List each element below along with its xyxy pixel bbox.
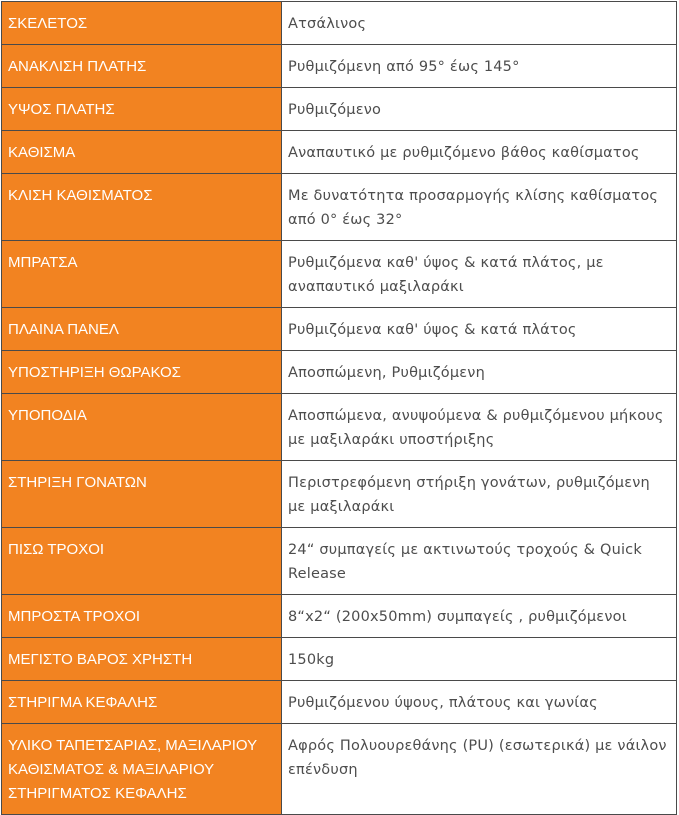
spec-value: 8“x2“ (200x50mm) συμπαγείς , ρυθμιζόμενοι	[282, 595, 677, 638]
spec-label: ΑΝΑΚΛΙΣΗ ΠΛΑΤΗΣ	[2, 45, 282, 88]
spec-label: ΠΛΑΙΝΑ ΠΑΝΕΛ	[2, 308, 282, 351]
table-row	[2, 88, 677, 131]
spec-label: ΜΕΓΙΣΤΟ ΒΑΡΟΣ ΧΡΗΣΤΗ	[2, 638, 282, 681]
table-row	[2, 681, 677, 724]
spec-label: ΜΠΡΑΤΣΑ	[2, 241, 282, 308]
spec-label: ΣΚΕΛΕΤΟΣ	[2, 2, 282, 45]
table-row	[2, 724, 677, 815]
spec-label: ΣΤΗΡΙΞΗ ΓΟΝΑΤΩΝ	[2, 461, 282, 528]
table-row	[2, 45, 677, 88]
spec-value: Ατσάλινος	[282, 2, 677, 45]
spec-label: ΚΑΘΙΣΜΑ	[2, 131, 282, 174]
spec-label: ΥΠΟΣΤΗΡΙΞΗ ΘΩΡΑΚΟΣ	[2, 351, 282, 394]
spec-table	[1, 1, 677, 815]
spec-value: Αποσπώμενη, Ρυθμιζόμενη	[282, 351, 677, 394]
spec-label: ΣΤΗΡΙΓΜΑ ΚΕΦΑΛΗΣ	[2, 681, 282, 724]
table-row	[2, 394, 677, 461]
spec-label: ΥΨΟΣ ΠΛΑΤΗΣ	[2, 88, 282, 131]
table-row	[2, 174, 677, 241]
spec-table-body	[2, 2, 677, 815]
table-row	[2, 131, 677, 174]
spec-label: ΥΠΟΠΟΔΙΑ	[2, 394, 282, 461]
spec-label: ΚΛΙΣΗ ΚΑΘΙΣΜΑΤΟΣ	[2, 174, 282, 241]
spec-value: 150kg	[282, 638, 677, 681]
table-row	[2, 461, 677, 528]
spec-value: Ρυθμιζόμενη από 95° έως 145°	[282, 45, 677, 88]
table-row	[2, 528, 677, 595]
spec-value: Ρυθμιζόμενου ύψους, πλάτους και γωνίας	[282, 681, 677, 724]
spec-value: Αποσπώμενα, ανυψούμενα & ρυθμιζόμενου μήκους με μαξιλαράκι υποστήριξης	[282, 394, 677, 461]
table-row	[2, 2, 677, 45]
spec-value: Αναπαυτικό με ρυθμιζόμενο βάθος καθίσματος	[282, 131, 677, 174]
spec-value: Ρυθμιζόμενο	[282, 88, 677, 131]
table-row	[2, 308, 677, 351]
table-row	[2, 595, 677, 638]
spec-label: ΠΙΣΩ ΤΡΟΧΟΙ	[2, 528, 282, 595]
spec-value: Ρυθμιζόμενα καθ' ύψος & κατά πλάτος, με αναπαυτικό μαξιλαράκι	[282, 241, 677, 308]
table-row	[2, 241, 677, 308]
spec-value: Με δυνατότητα προσαρμογής κλίσης καθίσματος από 0° έως 32°	[282, 174, 677, 241]
table-row	[2, 351, 677, 394]
spec-value: Περιστρεφόμενη στήριξη γονάτων, ρυθμιζόμενη με μαξιλαράκι	[282, 461, 677, 528]
spec-value: 24“ συμπαγείς με ακτινωτούς τροχούς & Quick Release	[282, 528, 677, 595]
spec-label: ΥΛΙΚΟ ΤΑΠΕΤΣΑΡΙΑΣ, ΜΑΞΙΛΑΡΙΟΥ ΚΑΘΙΣΜΑΤΟΣ & ΜΑΞΙΛΑΡΙΟΥ ΣΤΗΡΙΓΜΑΤΟΣ ΚΕΦΑΛΗΣ	[2, 724, 282, 815]
spec-value: Ρυθμιζόμενα καθ' ύψος & κατά πλάτος	[282, 308, 677, 351]
spec-label: ΜΠΡΟΣΤΑ ΤΡΟΧΟΙ	[2, 595, 282, 638]
table-row	[2, 638, 677, 681]
spec-value: Αφρός Πολυουρεθάνης (PU) (εσωτερικά) με νάιλον επένδυση	[282, 724, 677, 815]
